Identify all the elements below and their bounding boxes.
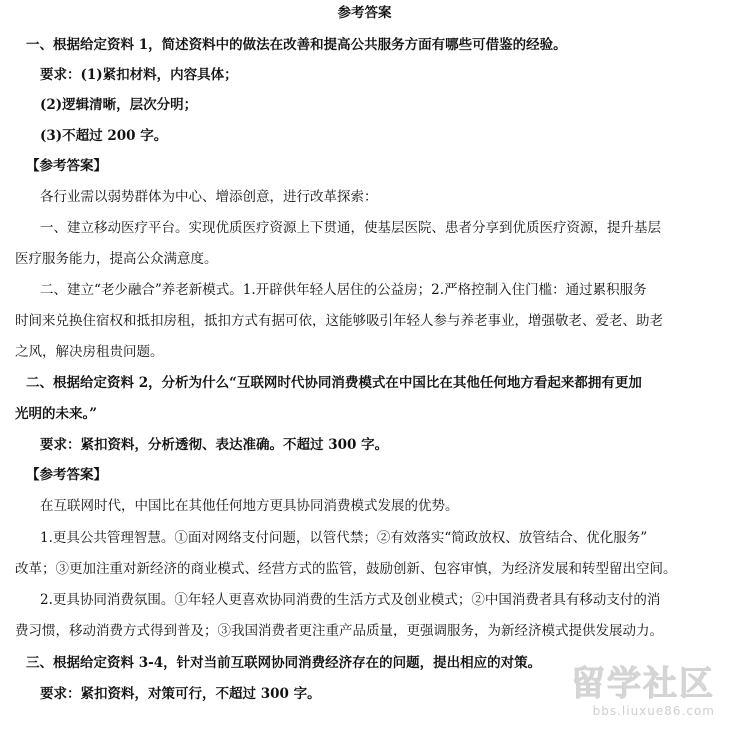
question-3-requirement: 要求：紧扣资料，对策可行，不超过 300 字。 <box>40 686 321 702</box>
question-3-heading: 三、根据给定资料 3-4，针对当前互联网协同消费经济存在的问题，提出相应的对策。 <box>26 655 542 671</box>
question-1-heading: 一、根据给定资料 1，简述资料中的做法在改善和提高公共服务方面有哪些可借鉴的经验。 <box>26 37 567 53</box>
question-1-answer-point-2-line-3: 之风，解决房租贵问题。 <box>15 344 164 360</box>
question-2-heading-line-2: 光明的未来。” <box>15 406 98 422</box>
question-2-answer-intro: 在互联网时代，中国比在其他任何地方更具协同消费模式发展的优势。 <box>40 498 459 514</box>
question-2-heading-line-1: 二、根据给定资料 2，分析为什么“互联网时代协同消费模式在中国比在其他任何地方看起来都拥有更加 <box>26 375 642 391</box>
question-1-answer-point-2-line-2: 时间来兑换住宿权和抵扣房租，抵扣方式有据可依，这能够吸引年轻人参与养老事业，增强敬老、爱老、助老 <box>15 313 663 329</box>
page-title: 参考答案 <box>337 5 392 21</box>
question-1-answer-label: 【参考答案】 <box>26 158 107 174</box>
question-2-answer-point-1-line-2: 改革；③更加注重对新经济的商业模式、经营方式的监管，鼓励创新、包容审慎，为经济发展和转型留出空间。 <box>15 561 677 577</box>
question-2-answer-point-2-line-1: 2.更具协同消费氛围。①年轻人更喜欢协同消费的生活方式及创业模式；②中国消费者具有移动支付的消 <box>40 592 661 608</box>
question-1-answer-point-1-line-1: 一、建立移动医疗平台。实现优质医疗资源上下贯通，使基层医院、患者分享到优质医疗资源，提升基层 <box>40 220 661 236</box>
watermark-logo <box>555 664 715 724</box>
question-1-answer-point-1-line-2: 医疗服务能力，提高公众满意度。 <box>15 251 218 267</box>
question-2-answer-label: 【参考答案】 <box>26 467 107 483</box>
watermark-url: bbs.liuxue86.com <box>592 704 715 718</box>
question-2-answer-point-2-line-2: 费习惯，移动消费方式得到普及；③我国消费者更注重产品质量，更强调服务，为新经济模式提供发展动力。 <box>15 623 663 639</box>
question-1-answer-intro: 各行业需以弱势群体为中心、增添创意，进行改革探索： <box>40 189 378 205</box>
question-1-requirement-3: (3)不超过 200 字。 <box>40 128 168 144</box>
question-1-requirement-1: 要求：(1)紧扣材料，内容具体； <box>40 67 238 83</box>
question-2-answer-point-1-line-1: 1.更具公共管理智慧。①面对网络支付问题，以管代禁；②有效落实“简政放权、放管结合、优化服务” <box>40 530 648 546</box>
watermark-main-text: 留学社区 <box>571 664 715 704</box>
question-1-requirement-2: (2)逻辑清晰，层次分明； <box>40 97 198 113</box>
question-1-answer-point-2-line-1: 二、建立“老少融合”养老新模式。1.开辟供年轻人居住的公益房；2.严格控制入住门槛：通过累积服务 <box>40 282 647 298</box>
question-2-requirement: 要求：紧扣资料，分析透彻、表达准确。不超过 300 字。 <box>40 437 389 453</box>
